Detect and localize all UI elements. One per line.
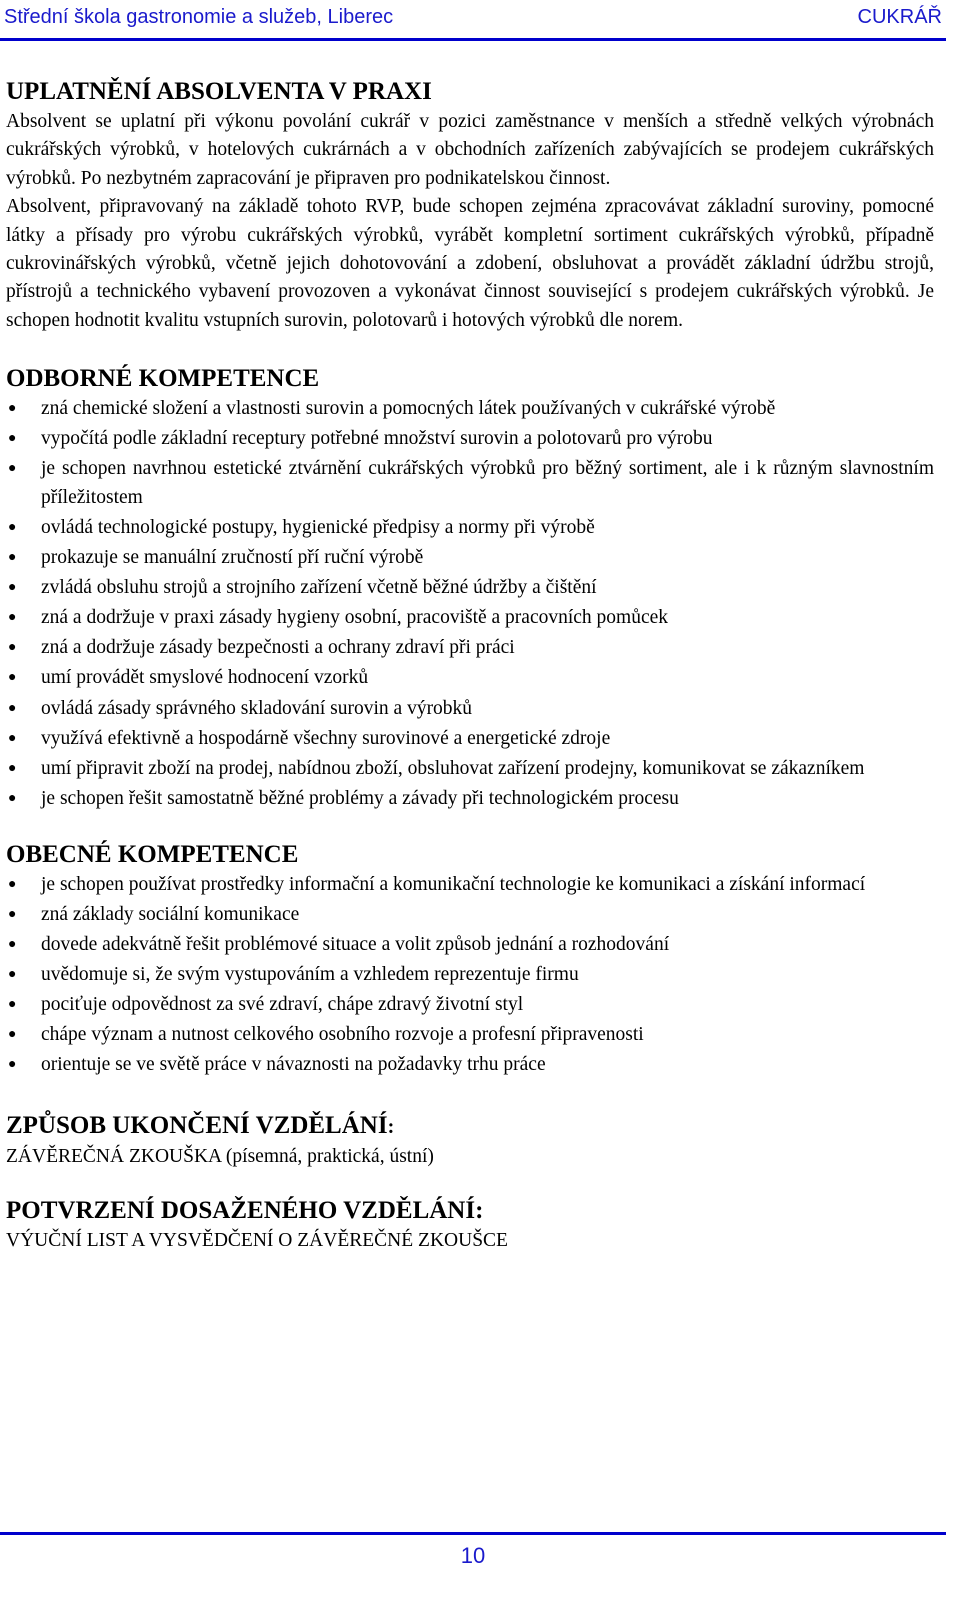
list-item: ● zvládá obsluhu strojů a strojního zařízení včetně běžné údržby a čištění (6, 574, 934, 602)
school-name: Střední škola gastronomie a služeb, Liberec (4, 6, 394, 28)
list-item: ● je schopen navrhnou estetické ztvárnění cukrářských výrobků pro běžný sortiment, ale i k různým slavnostním příležitostem (6, 455, 934, 512)
uplatneni-paragraph-2: Absolvent, připravovaný na základě tohoto RVP, bude schopen zejména zpracovávat základní suroviny, pomocné látky a přísady pro výrobu cukrářských výrobků, vyrábět kompletní sortiment cukrářských výrobků, případně cukrovinářských výrobků, včetně jejich dohotovování a zdobení, obsluhovat a provádět základní údržbu strojů, přístrojů a technického vybavení provozoven a vykonávat činnost související s prodejem cukrářských výrobků. Je schopen hodnotit kvalitu vstupních surovin, polotovarů i hotových výrobků dle norem. (6, 196, 934, 331)
bullet-icon: ● (8, 760, 17, 776)
bullet-icon: ● (8, 1027, 17, 1043)
list-item: ● zná chemické složení a vlastnosti surovin a pomocných látek používaných v cukrářské výrobě (6, 395, 934, 423)
list-item: ● ovládá zásady správného skladování surovin a výrobků (6, 695, 934, 723)
bullet-icon: ● (8, 997, 17, 1013)
bullet-icon: ● (8, 876, 17, 892)
odborne-list (6, 395, 934, 813)
bullet-icon: ● (8, 580, 17, 596)
bullet-icon: ● (8, 519, 17, 535)
list-item: ● uvědomuje si, že svým vystupováním a vzhledem reprezentuje firmu (6, 961, 934, 989)
list-item: ● pociťuje odpovědnost za své zdraví, chápe zdravý životní styl (6, 991, 934, 1019)
list-item: ● orientuje se ve světě práce v návaznosti na požadavky trhu práce (6, 1051, 934, 1079)
field-name: CUKRÁŘ (857, 6, 942, 28)
list-item: ● využívá efektivně a hospodárně všechny surovinové a energetické zdroje (6, 725, 934, 753)
bullet-icon: ● (8, 937, 17, 953)
list-item: ● umí připravit zboží na prodej, nabídnou zboží, obsluhovat zařízení prodejny, komunikovat se zákazníkem (6, 755, 934, 783)
section-zpusob (6, 1110, 934, 1171)
document-body (6, 76, 934, 1255)
list-item: ● umí provádět smyslové hodnocení vzorků (6, 664, 934, 692)
bullet-icon: ● (8, 790, 17, 806)
list-item: ● zná a dodržuje v praxi zásady hygieny osobní, pracoviště a pracovních pomůcek (6, 604, 934, 632)
page-footer (0, 1532, 946, 1569)
bullet-icon: ● (8, 640, 17, 656)
zpusob-heading: ZPŮSOB UKONČENÍ VZDĚLÁNÍ: (6, 1111, 395, 1139)
uplatneni-paragraph-1: Absolvent se uplatní při výkonu povolání cukrář v pozici zaměstnance v menších a středně velkých výrobnách cukrářských výrobků, v hotelových cukrárnách a v obchodních zařízeních zabývajících se prodejem cukrářských výrobků. Po nezbytném zapracování je připraven pro podnikatelskou činnost. (6, 111, 934, 189)
bullet-icon: ● (8, 967, 17, 983)
bullet-icon: ● (8, 670, 17, 686)
list-item: ● je schopen používat prostředky informační a komunikační technologie ke komunikaci a získání informací (6, 871, 934, 899)
bullet-icon: ● (8, 461, 17, 477)
potvrzeni-value: VÝUČNÍ LIST A VYSVĚDČENÍ O ZÁVĚREČNÉ ZKOUŠCE (6, 1229, 508, 1251)
bullet-icon: ● (8, 700, 17, 716)
obecne-list (6, 871, 934, 1080)
uplatneni-heading: UPLATNĚNÍ ABSOLVENTA V PRAXI (6, 78, 432, 105)
list-item: ● prokazuje se manuální zručností pří ruční výrobě (6, 544, 934, 572)
page-header (0, 0, 946, 41)
section-uplatneni (6, 76, 934, 335)
list-item: ● chápe význam a nutnost celkového osobního rozvoje a profesní připravenosti (6, 1021, 934, 1049)
list-item: ● zná a dodržuje zásady bezpečnosti a ochrany zdraví při práci (6, 634, 934, 662)
zpusob-value: ZÁVĚREČNÁ ZKOUŠKA (písemná, praktická, ústní) (6, 1145, 434, 1167)
section-odborne (6, 363, 934, 813)
bullet-icon: ● (8, 610, 17, 626)
list-item: ● je schopen řešit samostatně běžné problémy a závady při technologickém procesu (6, 785, 934, 813)
bullet-icon: ● (8, 550, 17, 566)
section-potvrzeni (6, 1195, 934, 1255)
list-item: ● dovede adekvátně řešit problémové situace a volit způsob jednání a rozhodování (6, 931, 934, 959)
list-item: ● ovládá technologické postupy, hygienické předpisy a normy při výrobě (6, 514, 934, 542)
bullet-icon: ● (8, 401, 17, 417)
bullet-icon: ● (8, 906, 17, 922)
obecne-heading: OBECNÉ KOMPETENCE (6, 840, 299, 868)
potvrzeni-heading: POTVRZENÍ DOSAŽENÉHO VZDĚLÁNÍ: (6, 1196, 484, 1224)
page-number: 10 (460, 1543, 486, 1568)
bullet-icon: ● (8, 1057, 17, 1073)
list-item: ● vypočítá podle základní receptury potřebné množství surovin a polotovarů pro výrobu (6, 425, 934, 453)
bullet-icon: ● (8, 730, 17, 746)
odborne-heading: ODBORNÉ KOMPETENCE (6, 365, 320, 393)
bullet-icon: ● (8, 431, 17, 447)
list-item: ● zná základy sociální komunikace (6, 901, 934, 929)
section-obecne (6, 839, 934, 1080)
